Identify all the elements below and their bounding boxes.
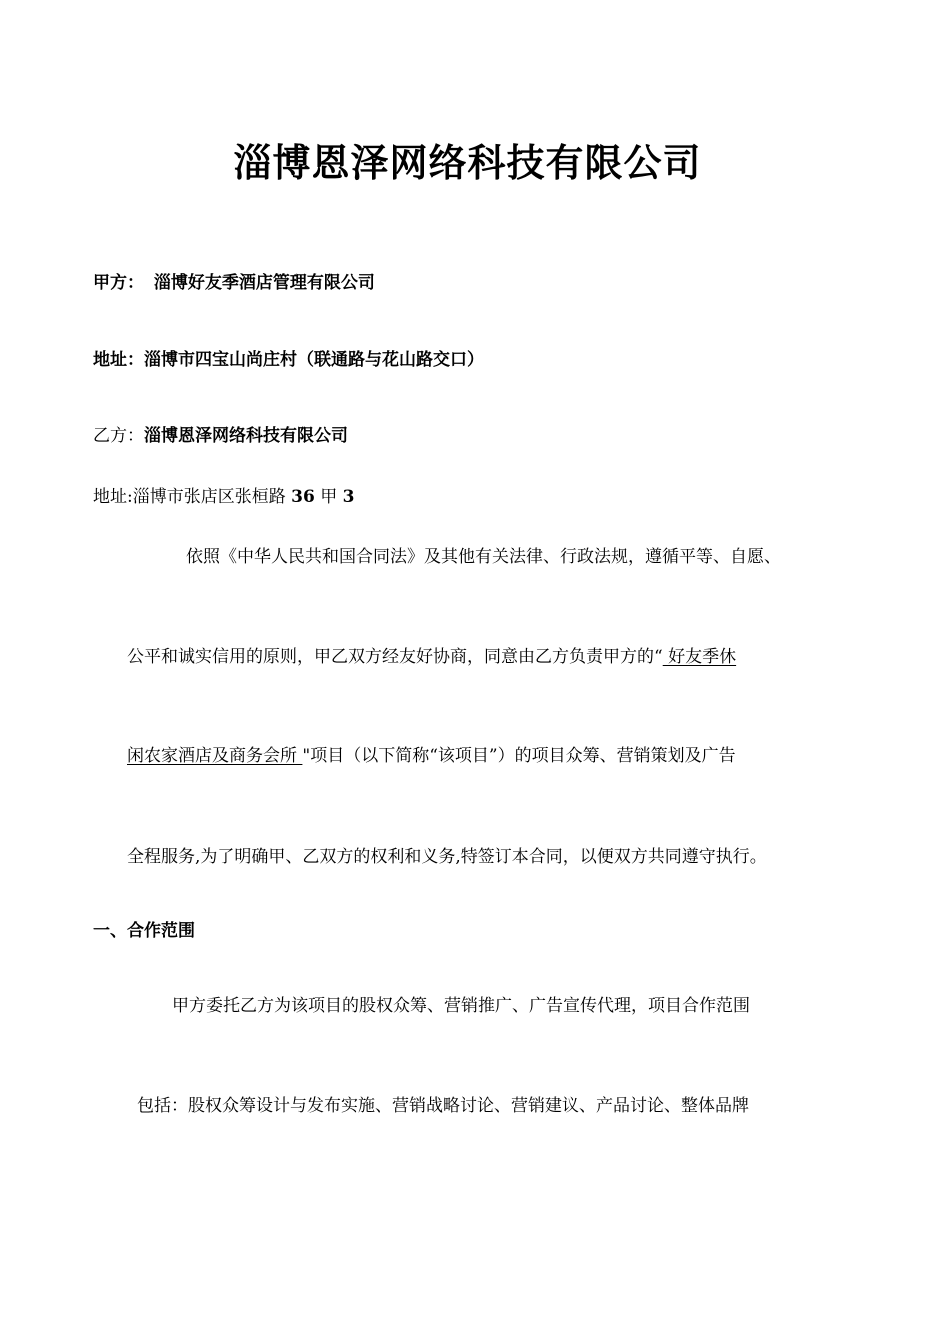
- party-a-address-label: 地址：: [93, 350, 144, 370]
- project-name-part-2: 闲农家酒店及商务会所: [127, 746, 303, 766]
- party-a-label: 甲方：: [93, 273, 144, 293]
- party-a-address: 淄博市四宝山尚庄村（联通路与花山路交口）: [144, 350, 484, 370]
- party-b-line: [93, 421, 348, 446]
- intro-line-3-text: "项目（以下简称“该项目”）的项目众筹、营销策划及广告: [302, 746, 736, 766]
- intro-line-4: 全程服务,为了明确甲、乙双方的权利和义务,特签订本合同，以便双方共同遵守执行。: [127, 847, 767, 867]
- party-a-name: 淄博好友季酒店管理有限公司: [153, 273, 375, 293]
- party-a-address-line: [93, 345, 484, 370]
- section-1-line-1: 甲方委托乙方为该项目的股权众筹、营销推广、广告宣传代理，项目合作范围: [172, 996, 750, 1016]
- project-name-part-1: 好友季休: [662, 647, 737, 667]
- party-b-address-number: 36: [291, 487, 315, 507]
- party-b-name: 淄博恩泽网络科技有限公司: [144, 426, 348, 446]
- section-1-line-2: 包括：股权众筹设计与发布实施、营销战略讨论、营销建议、产品讨论、整体品牌: [137, 1096, 749, 1116]
- party-b-address-line: [93, 482, 354, 507]
- intro-line-2: [127, 642, 736, 667]
- party-b-address-suffix2: 3: [342, 487, 355, 507]
- intro-line-2-text: 公平和诚实信用的原则，甲乙双方经友好协商，同意由乙方负责甲方的“: [127, 647, 663, 667]
- section-1-heading: 一、合作范围: [93, 921, 195, 941]
- intro-line-3: [127, 741, 736, 766]
- party-b-label: 乙方：: [93, 426, 144, 446]
- party-b-address-label: 地址:: [93, 487, 133, 507]
- intro-line-1: 依照《中华人民共和国合同法》及其他有关法律、行政法规，遵循平等、自愿、: [186, 547, 781, 567]
- party-b-address-prefix: 淄博市张店区张桓路: [132, 487, 286, 507]
- party-a-line: [93, 268, 375, 293]
- document-title: 淄博恩泽网络科技有限公司: [233, 140, 702, 185]
- party-b-address-suffix: 甲: [320, 487, 338, 507]
